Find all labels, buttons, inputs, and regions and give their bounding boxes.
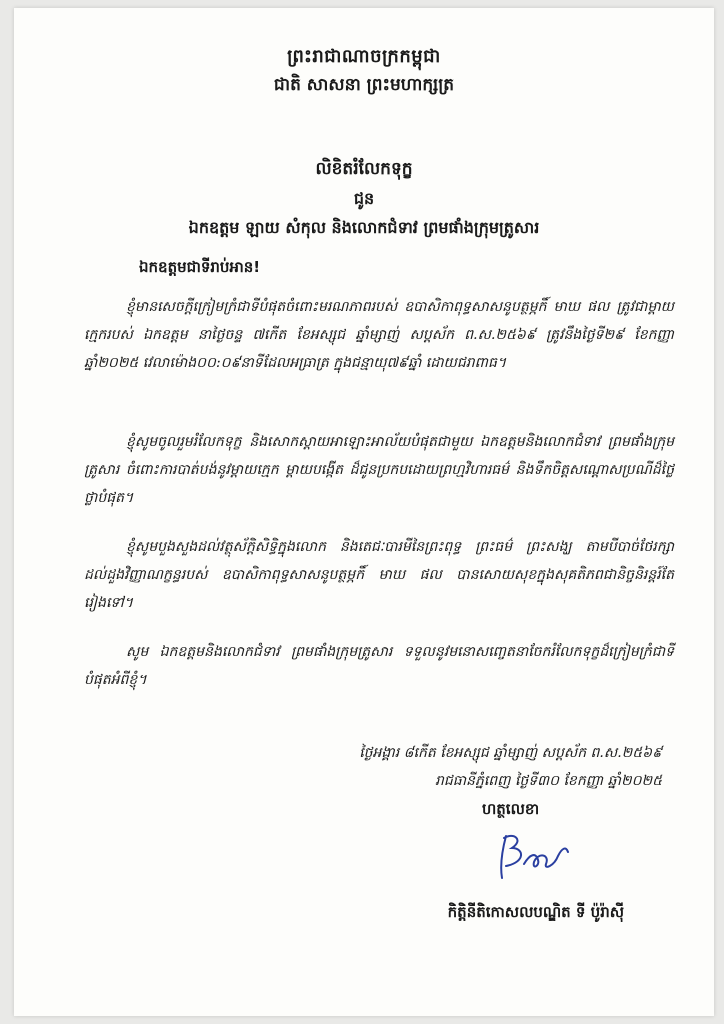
paragraph-3-text: ខ្ញុំសូមបួងសួងដល់វត្ថុស័ក្តិសិទ្ធិក្នុងលោក និងតេជៈបារមីនៃព្រះពុទ្ធ ព្រះធម៌ ព្រះសង្ឃ តាមបីបាច់ថែរក្សាដល់ដួងវិញ្ញាណក្ខន្ធរបស់ ឧបាសិកាពុទ្ធសាសនូបត្ថម្ភកិ៍ មាឃ ផល បានសោយសុខក្នុងសុគតិភពជានិច្ចនិរន្តរ៍តែរៀងទៅ។ <box>84 539 674 611</box>
paragraph-4 <box>84 638 674 694</box>
signer-name: កិត្តិនីតិកោសលបណ្ឌិត ទី ប៉ូរ៉ាស៊ី <box>447 903 624 921</box>
letter-to: ជូន <box>353 189 375 208</box>
date-solar: រាជធានីភ្នំពេញ ថ្ងៃទី៣០ ខែកញ្ញា ឆ្នាំ២០២៥ <box>434 773 662 789</box>
paragraph-1 <box>84 293 674 377</box>
letter-recipient: ឯកឧត្តម ឡាយ សំកុល និងលោកជំទាវ ព្រមផាំងក្រុមត្រូសារ <box>188 218 540 237</box>
paragraph-2 <box>84 428 674 512</box>
paragraph-3 <box>84 533 674 617</box>
paragraph-1-text: ខ្ញុំមានសេចក្តីក្រៀមក្រំជាទីបំផុតចំពោះមរណភាពរបស់ ឧបាសិកាពុទ្ធសាសនូបត្ថម្ភកិ៍ មាឃ ផល ត្រូវជាម្តាយក្មេករបស់ ឯកឧត្តម នាថ្ងៃចន្ទ ៧កើត ខែអស្សុជ ឆ្នាំម្សាញ់ សប្តស័ក ព.ស.២៥៦៩ ត្រូវនឹងថ្ងៃទី២៩ ខែកញ្ញា ឆ្នាំ២០២៥ វេលាម៉ោង០០:០៩នាទីដែលអធ្រាត្រ ក្នុងជន្មាយុ៧៩ឆ្នាំ ដោយជរាពាធ។ <box>84 299 674 371</box>
kingdom-heading: ព្រះរាជាណាចក្រកម្ពុជា <box>287 46 441 67</box>
letter-page <box>14 8 714 1016</box>
national-motto: ជាតិ សាសនា ព្រះមហាក្សត្រ <box>273 75 455 95</box>
letter-title: លិខិតរំលែកទុក្ខ <box>315 159 413 179</box>
signature-title: ហត្ថលេខា <box>482 800 540 818</box>
handwritten-signature <box>484 826 604 886</box>
date-lunar: ថ្ងៃអង្គារ ៨កើត ខែអស្សុជ ឆ្នាំម្សាញ់ សប្តស័ក ព.ស.២៥៦៩ <box>359 745 662 761</box>
paragraph-2-text: ខ្ញុំសូមចូលរួមរំលែកទុក្ខ និងសោកស្តាយអាឡោះអាល័យបំផុតជាមួយ ឯកឧត្តមនិងលោកជំទាវ ព្រមផាំងក្រុមត្រូសារ ចំពោះការបាត់បង់នូវម្តាយក្មេក ម្តាយបង្កើត ដ៏ជូនប្រកបដោយព្រហ្មវិហារធម៌ និងទឹកចិត្តសណ្តោសប្រណីដ៏ថ្លៃថ្លាបំផុត។ <box>84 434 674 506</box>
salutation: ឯកឧត្តមជាទីរាប់អាន! <box>139 258 261 276</box>
paragraph-4-text: សូម ឯកឧត្តមនិងលោកជំទាវ ព្រមផាំងក្រុមត្រូសារ ទទួលនូវមនោសញ្ចេតនាចែករំលែកទុក្ខដ៏ក្រៀមក្រំជាទីបំផុតអំពីខ្ញុំ។ <box>84 644 674 688</box>
